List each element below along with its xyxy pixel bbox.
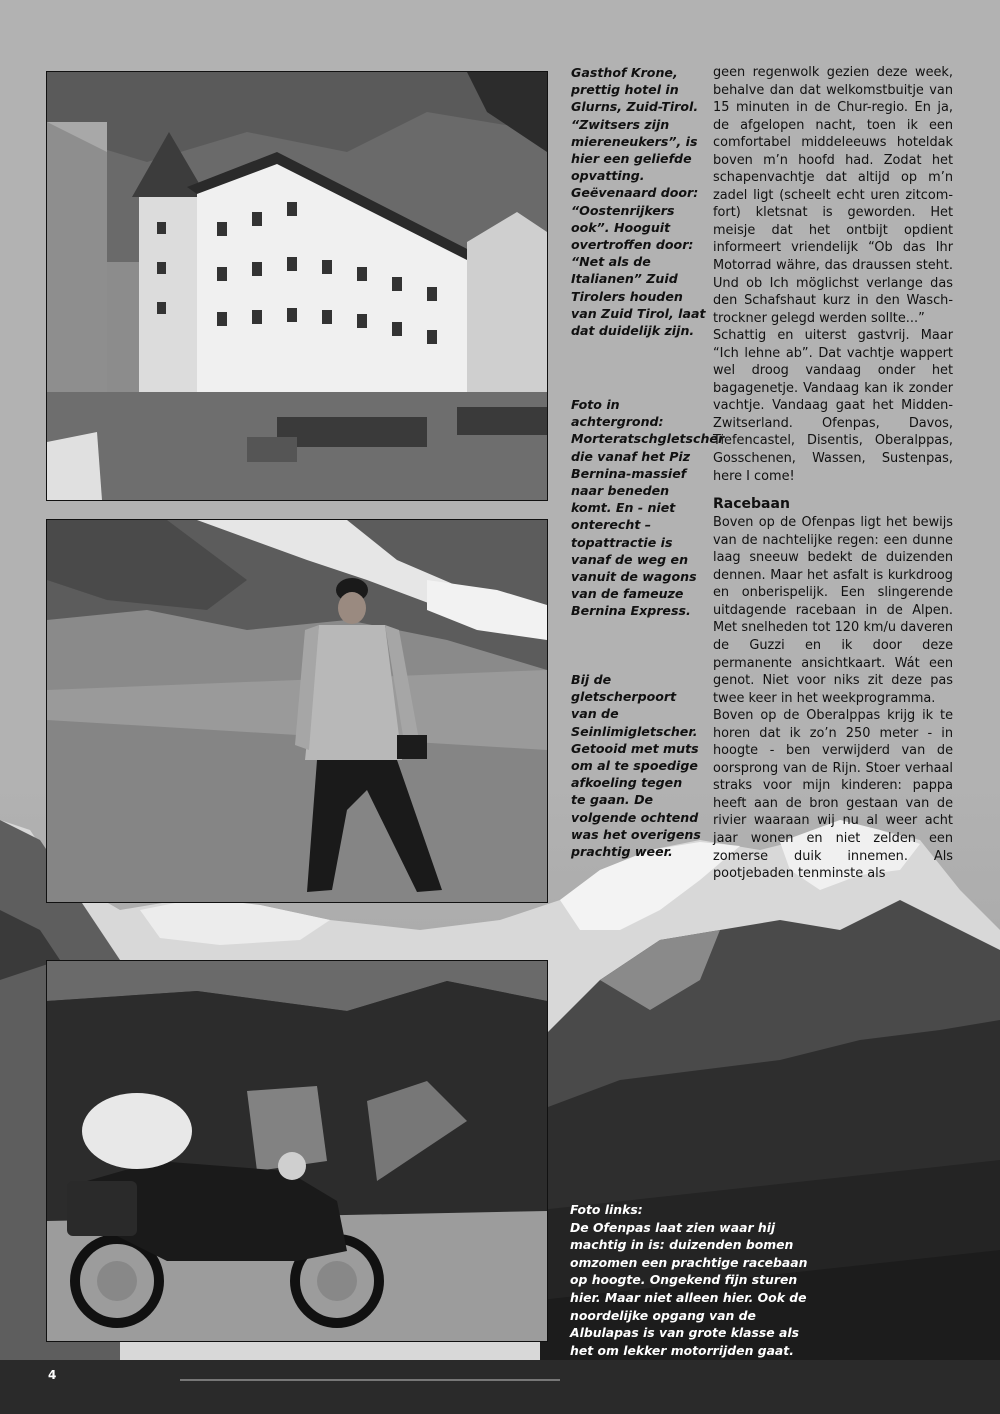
- caption-glacier: Bij de gletscherpoort van de Seinlimigletscher. Getooid met muts om al te spoedige afkoeling tegen te gaan. De volgende ochtend was het overigens prachtig weer.: [571, 672, 701, 860]
- caption-photo-links: [570, 1201, 810, 1359]
- body-paragraph: Schattig en uiterst gastvrij. Maar “Ich lehne ab”. Dat vachtje wappert wel droog vandaag onder het bagagenetje. Vandaag kan ik zonder vachtje. Vandaag gaat het Midden-Zwitserland. Ofenpas, Davos, Tiefencastel, Disentis, Oberalppas, Gosschenen, Wassen, Sustenpas, here I come!: [713, 328, 953, 484]
- caption-background-photo: Foto in achtergrond: Morteratschgletscher die vanaf het Piz Bernina-massief naar beneden komt. En - niet onterecht – topattractie is vanaf de weg en vanuit de wagons van de fameuze Bernina Express.: [571, 397, 725, 619]
- caption-photo-links-label: Foto links:: [570, 1202, 643, 1217]
- body-paragraph: geen regenwolk gezien deze week, behalve dan dat welkomstbuitje van 15 minuten in de Chur-regio. En ja, de afgelopen nacht, toen ik een comfortabel middeleeuws hoteldak boven m’n hoofd had. Zodat het schapenvachtje dat altijd op m’n zadel ligt (scheelt echt uren zitcomfort) kletsnat is geworden. Het meisje dat het ontbijt opdient informeert vriendelijk “Ob das Ihr Motorrad währe, das draussen steht. Und ob Ich möglichst verlange das den Schafshaut kurz in den Waschtrockner gelegd werden sollte...”: [713, 65, 953, 326]
- page-number: 4: [48, 1368, 57, 1382]
- body-paragraph: Boven op de Oberalppas krijg ik te horen dat ik zo’n 250 meter - in hoogte - ben verwijderd van de oorsprong van de Rijn. Stoer verhaal straks voor mijn kinderen: pappa heeft aan de bron gestaan van de rivier waaraan wij nu al weer acht jaar wonen en niet zelden een zomerse duik innemen. Als pootjebaden tenminste als: [713, 708, 953, 882]
- photo-gasthof-krone: [46, 71, 548, 501]
- article-body: [713, 64, 953, 883]
- photo-motorcycle-ofenpas: [46, 960, 548, 1342]
- caption-photo-links-text: De Ofenpas laat zien waar hij machtig in is: duizenden bomen omzomen een prachtige racebaan op hoogte. Ongekend fijn sturen hier. Maar niet alleen hier. Ook de noordelijke opgang van de Albulapas is van grote klasse als het om lekker motorrijden gaat.: [570, 1219, 808, 1358]
- body-paragraph: Boven op de Ofenpas ligt het bewijs van de nachtelijke regen: een dunne laag sneeuw bedekt de duizenden dennen. Maar het asfalt is kurkdroog en onberispelijk. Een slingerende uitdagende racebaan in de Alpen. Met snelheden tot 120 km/u daveren de Guzzi en ik door deze permanente ansichtkaart. Wát een genot. Niet voor niks zit deze pas twee keer in het weekprogramma.: [713, 515, 953, 706]
- photo-glacier-rider: [46, 519, 548, 903]
- section-heading-racebaan: Racebaan: [713, 496, 790, 513]
- caption-gasthof-krone: Gasthof Krone, prettig hotel in Glurns, Zuid-Tirol. “Zwitsers zijn miereneukers”, is hier een geliefde opvatting. Geëvenaard door: “Oostenrijkers ook”. Hooguit overtroffen door: “Net als de Italianen” Zuid Tirolers houden van Zuid Tirol, laat dat duidelijk zijn.: [571, 65, 706, 339]
